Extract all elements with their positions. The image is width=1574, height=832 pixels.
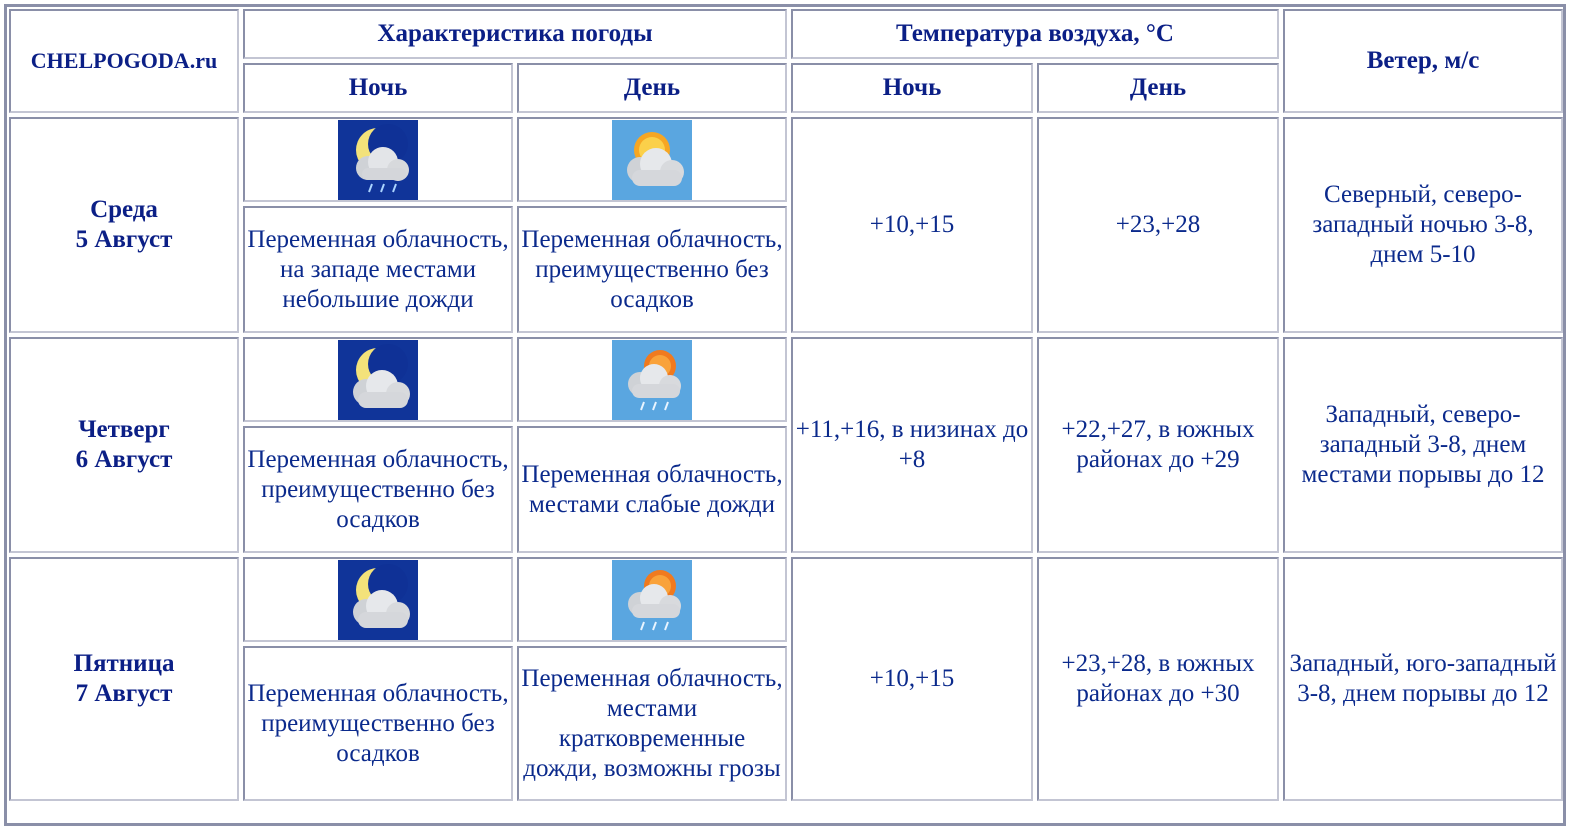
night-icon-cell (243, 117, 513, 202)
night-description: Переменная облачность, преимущественно без осадков (243, 646, 513, 801)
sun-cloud-icon (612, 120, 692, 200)
weather-day-header: День (517, 63, 787, 113)
night-description: Переменная облачность, на западе местами небольшие дожди (243, 206, 513, 333)
weather-night-header: Ночь (243, 63, 513, 113)
day-icon-cell (517, 117, 787, 202)
weather-group-header: Характеристика погоды (243, 9, 787, 59)
day-description: Переменная облачность, местами кратковременные дожди, возможны грозы (517, 646, 787, 801)
temperature-night-header: Ночь (791, 63, 1033, 113)
weekday: Среда (90, 196, 158, 223)
temperature-group-header: Температура воздуха, °C (791, 9, 1279, 59)
site-brand: CHELPOGODA.ru (9, 9, 239, 113)
forecast-row-day3 (9, 557, 1563, 642)
wind-group-header: Ветер, м/с (1283, 9, 1563, 113)
forecast-row-day1 (9, 117, 1563, 202)
sun-cloud-rain-icon (612, 340, 692, 420)
weekday: Пятница (73, 650, 175, 677)
temp-night: +10,+15 (791, 557, 1033, 801)
day-cell (9, 557, 239, 801)
temp-night: +10,+15 (791, 117, 1033, 333)
day-description: Переменная облачность, местами слабые дожди (517, 426, 787, 553)
day-cell (9, 337, 239, 553)
day-description: Переменная облачность, преимущественно без осадков (517, 206, 787, 333)
day-icon-cell (517, 337, 787, 422)
moon-cloud-icon (338, 340, 418, 420)
wind: Западный, юго-западный 3-8, днем порывы до 12 (1283, 557, 1563, 801)
date: 7 Август (75, 680, 173, 707)
night-description: Переменная облачность, преимущественно без осадков (243, 426, 513, 553)
temp-day: +22,+27, в южных районах до +29 (1037, 337, 1279, 553)
temp-day: +23,+28, в южных районах до +30 (1037, 557, 1279, 801)
temp-day: +23,+28 (1037, 117, 1279, 333)
night-icon-cell (243, 557, 513, 642)
temperature-day-header: День (1037, 63, 1279, 113)
night-icon-cell (243, 337, 513, 422)
wind: Западный, северо-западный 3-8, днем местами порывы до 12 (1283, 337, 1563, 553)
moon-cloud-icon (338, 560, 418, 640)
temp-night: +11,+16, в низинах до +8 (791, 337, 1033, 553)
weekday: Четверг (78, 416, 170, 443)
day-cell (9, 117, 239, 333)
wind: Северный, северо-западный ночью 3-8, днем 5-10 (1283, 117, 1563, 333)
forecast-table (5, 5, 1567, 805)
sun-cloud-rain-icon (612, 560, 692, 640)
forecast-row-day2 (9, 337, 1563, 422)
date: 5 Август (75, 226, 173, 253)
date: 6 Август (75, 446, 173, 473)
moon-cloud-rain-icon (338, 120, 418, 200)
day-icon-cell (517, 557, 787, 642)
